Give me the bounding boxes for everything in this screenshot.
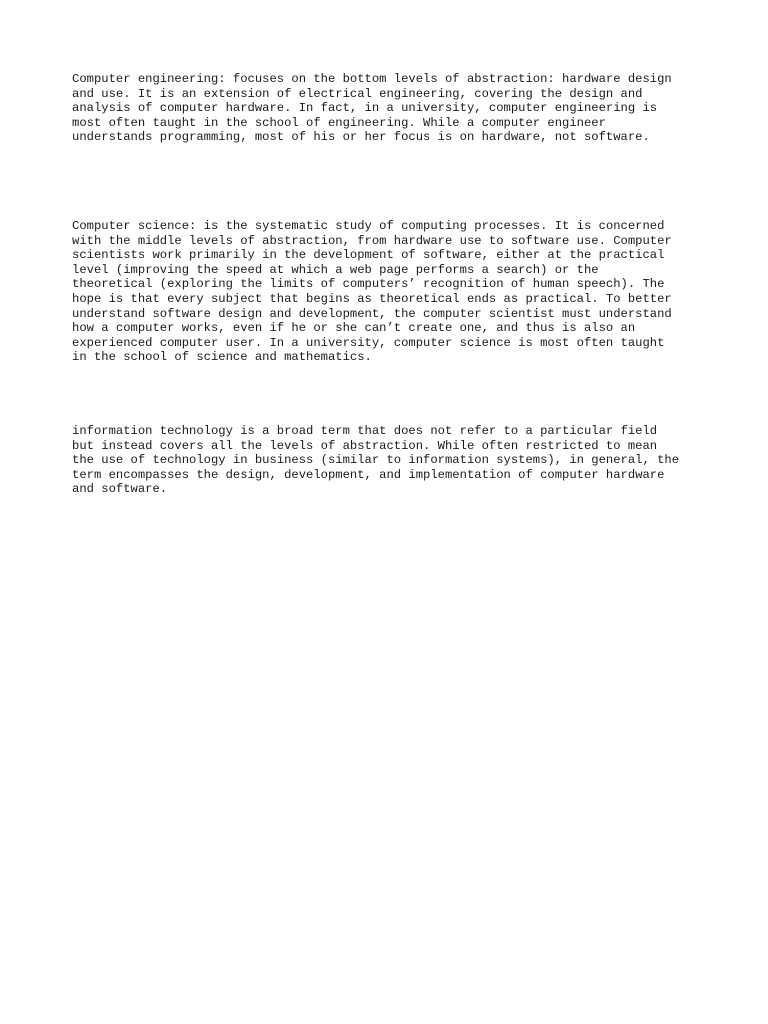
paragraph-computer-engineering: Computer engineering: focuses on the bottom levels of abstraction: hardware design and use. It is an extension of electrical engineering, covering the design and analysis of computer hardware. In fact, in a university, computer engineering is most often taught in the school of engineering. While a computer engineer understands programming, most of his or her focus is on hardware, not software.	[72, 72, 672, 145]
paragraph-computer-science: Computer science: is the systematic study of computing processes. It is concerned with the middle levels of abstraction, from hardware use to software use. Computer scientists work primarily in the development of software, either at the practical level (improving the speed at which a web page performs a search) or the theoretical (exploring the limits of computers’ recognition of human speech). The hope is that every subject that begins as theoretical ends as practical. To better understand software design and development, the computer scientist must understand how a computer works, even if he or she can’t create one, and thus is also an experienced computer user. In a university, computer science is most often taught in the school of science and mathematics.	[72, 219, 672, 365]
paragraph-information-technology: information technology is a broad term that does not refer to a particular field but instead covers all the levels of abstraction. While often restricted to mean the use of technology in business (similar to information systems), in general, the term encompasses the design, development, and implementation of computer hardware and software.	[72, 424, 680, 497]
